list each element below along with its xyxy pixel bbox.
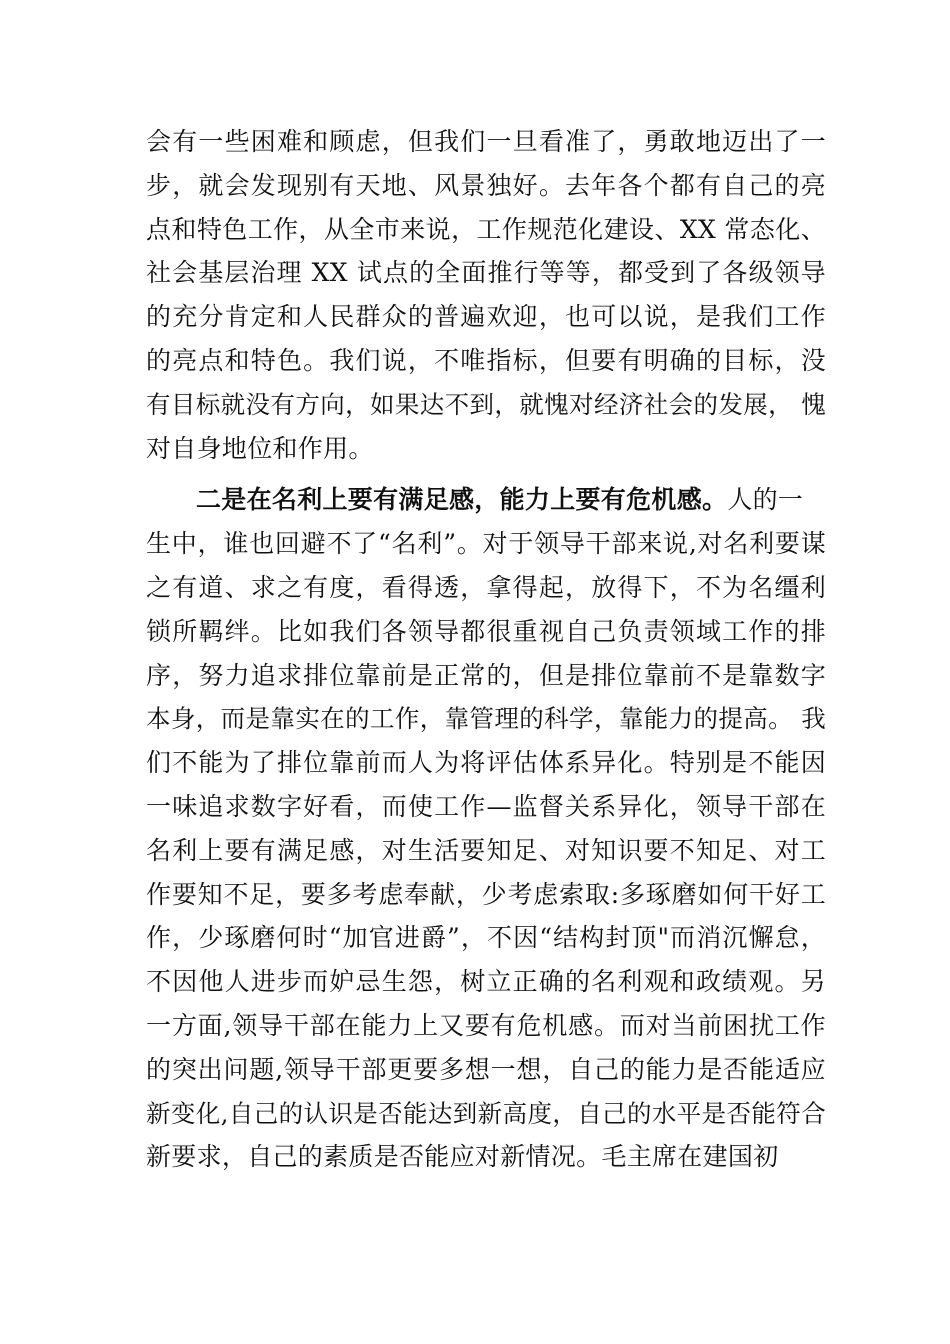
text-line: 的亮点和特色。我们说，不唯指标，但要有明确的目标，没 xyxy=(146,345,826,375)
text-line: 一方面,领导干部在能力上又要有危机感。而对当前困扰工作 xyxy=(146,1010,826,1040)
text-line: 序，努力追求排位靠前是正常的，但是排位靠前不是靠数字 xyxy=(146,660,826,690)
paragraph-1 xyxy=(146,120,826,470)
text-line: 社会基层治理 XX 试点的全面推行等等，都受到了各级领导 xyxy=(146,258,826,288)
document-body xyxy=(146,120,826,1179)
text-line: 们不能为了排位靠前而人为将评估体系异化。特别是不能因 xyxy=(146,748,826,778)
text-line: 会有一些困难和顾虑，但我们一旦看准了，勇敢地迈出了一 xyxy=(146,127,826,156)
text-line: 生中，谁也回避不了“名利”。对于领导干部来说,对名利要谋 xyxy=(146,529,826,559)
text-line: 新要求，自己的素质是否能应对新情况。毛主席在建国初 xyxy=(146,1142,779,1172)
text-line: 步，就会发现别有天地、风景独好。去年各个都有自己的亮 xyxy=(146,170,826,200)
section-heading: 二是在名利上要有满足感，能力上要有危机感。 xyxy=(196,485,728,515)
text-line: 对自身地位和作用。 xyxy=(146,433,374,463)
text-line: 点和特色工作，从全市来说，工作规范化建设、XX 常态化、 xyxy=(146,214,826,244)
text-line: 新变化,自己的认识是否能达到新高度，自己的水平是否能符合 xyxy=(146,1098,826,1128)
text-line: 的突出问题,领导干部更要多想一想，自己的能力是否能适应 xyxy=(146,1054,826,1084)
text-line: 本身，而是靠实在的工作，靠管理的科学，靠能力的提高。 我 xyxy=(146,704,826,734)
text-line: 有目标就没有方向，如果达不到，就愧对经济社会的发展， 愧 xyxy=(146,389,826,419)
heading-trailing-text: 人的一 xyxy=(727,485,804,515)
text-line: 作要知不足，要多考虑奉献，少考虑索取:多琢磨如何干好工 xyxy=(146,879,826,909)
text-line: 不因他人进步而妒忌生怨，树立正确的名利观和政绩观。另 xyxy=(146,967,826,997)
text-line: 作，少琢磨何时“加官进爵”，不因“结构封顶"而消沉懈怠， xyxy=(146,923,826,953)
text-line: 之有道、求之有度，看得透，拿得起，放得下，不为名缰利 xyxy=(146,572,826,602)
paragraph-2-first-line xyxy=(146,478,826,522)
text-line: 锁所羁绊。比如我们各领导都很重视自己负责领域工作的排 xyxy=(146,616,826,646)
text-line: 一味追求数字好看，而使工作—监督关系异化，领导干部在 xyxy=(146,791,826,821)
text-line: 名利上要有满足感，对生活要知足、对知识要不知足、对工 xyxy=(146,835,826,865)
paragraph-2 xyxy=(146,478,826,1179)
text-line: 的充分肯定和人民群众的普遍欢迎，也可以说，是我们工作 xyxy=(146,302,826,332)
paragraph-gap xyxy=(146,470,826,478)
